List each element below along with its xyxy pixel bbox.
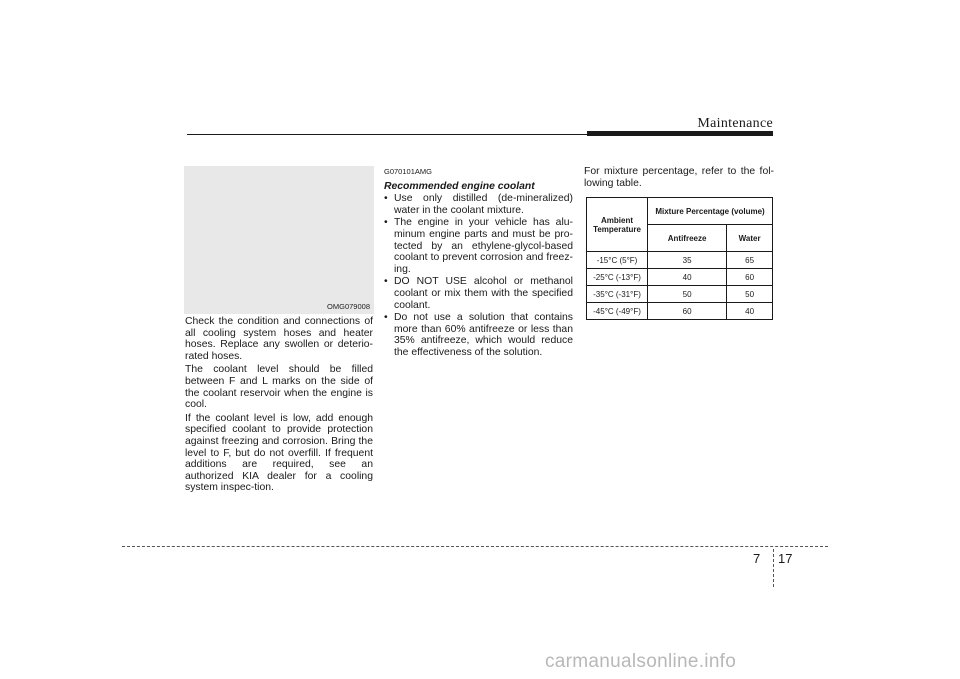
table-row: [587, 252, 773, 269]
footer-rule: [122, 546, 828, 547]
header-ambient: Ambient Temperature: [587, 198, 648, 252]
column-1: [185, 316, 373, 496]
cell-antifreeze: 50: [648, 286, 727, 303]
paragraph: Check the condition and connections of all cooling system hoses and heater hoses. Replace any swollen or deterio-rated hoses.: [185, 316, 373, 362]
table-row: [587, 269, 773, 286]
footer-vertical-rule: [773, 549, 774, 587]
column-3: [584, 166, 774, 191]
chapter-number: 7: [753, 551, 761, 566]
cell-water: 40: [727, 303, 773, 320]
bullet-item: • Use only distilled (de-mineralized) water in the coolant mixture.: [384, 193, 573, 216]
header-water: Water: [727, 225, 773, 252]
page-number: 17: [778, 551, 793, 566]
watermark: carmanualsonline.info: [545, 651, 737, 672]
table-row: [587, 286, 773, 303]
paragraph: If the coolant level is low, add enough specified coolant to provide protection against freezing and corrosion. Bring the level to F, but do not overfill. If frequent additions are required, see an authorized KIA dealer for a cooling system inspec-tion.: [185, 412, 373, 494]
paragraph: The coolant level should be filled between F and L marks on the side of the coolant reservoir when the engine is cool.: [185, 364, 373, 411]
cell-temp: -25°C (-13°F): [587, 269, 648, 286]
header-antifreeze: Antifreeze: [648, 225, 727, 252]
bullet-item: • The engine in your vehicle has alu-minum engine parts and must be pro-tected by an ethylene-glycol-based coolant to prevent corrosion and freez-ing.: [384, 217, 573, 275]
photo-code: OMG079008: [327, 302, 370, 311]
engine-photo: [184, 166, 374, 314]
cell-antifreeze: 35: [648, 252, 727, 269]
section-title: Maintenance: [697, 116, 773, 131]
cell-water: 65: [727, 252, 773, 269]
cell-antifreeze: 60: [648, 303, 727, 320]
table-row: [587, 303, 773, 320]
cell-temp: -15°C (5°F): [587, 252, 648, 269]
cell-temp: -45°C (-49°F): [587, 303, 648, 320]
table-intro: For mixture percentage, refer to the fol-lowing table.: [584, 166, 774, 189]
column-2: [384, 166, 573, 360]
cell-water: 50: [727, 286, 773, 303]
bullet-item: • DO NOT USE alcohol or methanol coolant or mix them with the specified coolant.: [384, 276, 573, 311]
header-rule: [187, 134, 587, 135]
cell-temp: -35°C (-31°F): [587, 286, 648, 303]
section-code: G070101AMG: [384, 167, 432, 176]
cell-water: 60: [727, 269, 773, 286]
cell-antifreeze: 40: [648, 269, 727, 286]
header-bar: [587, 131, 773, 136]
coolant-mixture-table: [586, 197, 773, 320]
bullet-item: • Do not use a solution that contains more than 60% antifreeze or less than 35% antifreeze, which would reduce the effectiveness of the solution.: [384, 312, 573, 358]
header-mixture: Mixture Percentage (volume): [648, 198, 773, 225]
subheading: Recommended engine coolant: [384, 180, 535, 192]
bullet-list: [384, 193, 573, 358]
